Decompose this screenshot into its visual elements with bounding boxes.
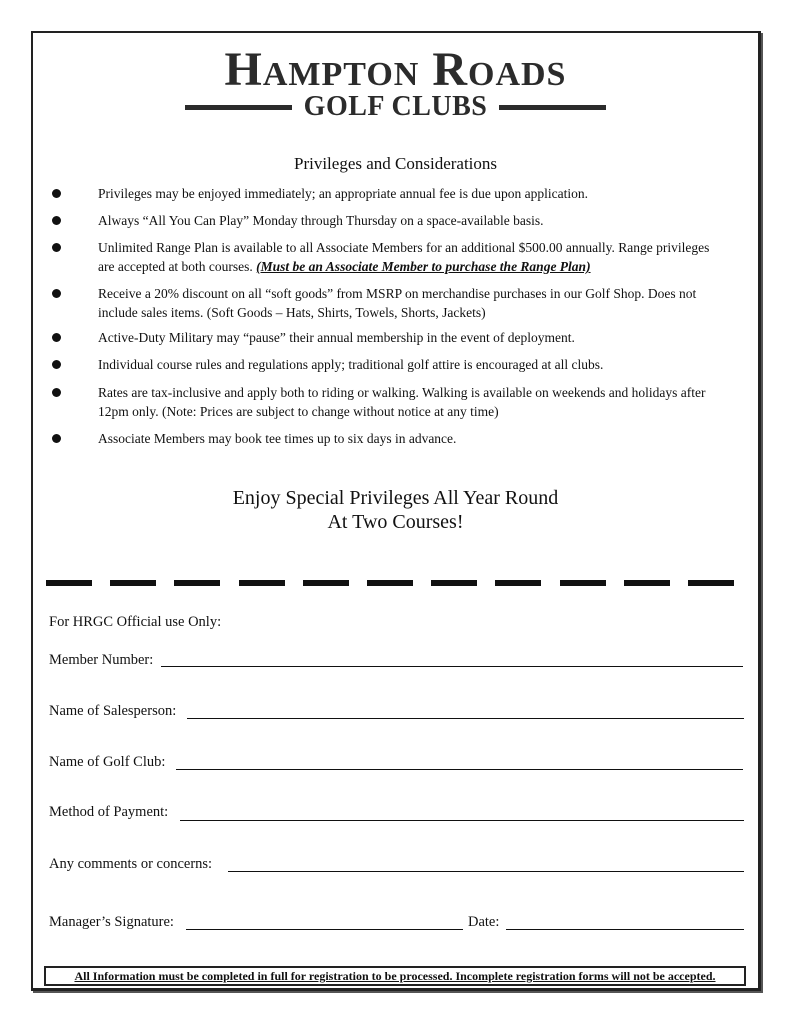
cut-dash [46,580,92,586]
list-item-text: Active-Duty Military may “pause” their annual membership in the event of deployment. [98,330,575,345]
list-item-text: Receive a 20% discount on all “soft goods” from MSRP on merchandise purchases in our Golf Shop. Does not include sales items. (Soft Goods – Hats, Shirts, Towels, Shorts, Jackets) [98,286,697,320]
cut-dash [303,580,349,586]
logo-title-text: Hampton Roads [224,43,567,96]
comments-label: Any comments or concerns: [49,856,213,872]
privileges-title: Privileges and Considerations [293,154,498,173]
bullet-icon [52,333,61,342]
date-label: Date: [468,914,500,930]
range-plan-text: Unlimited Range Plan is available to all Associate Members for an additional $500.00 annually. Range privileges are accepted at both courses. [98,240,710,274]
bullet-icon [52,216,61,225]
list-item-text: Privileges may be enjoyed immediately; an appropriate annual fee is due upon application. [98,186,588,201]
salesperson-field[interactable] [187,718,744,719]
cut-dash [174,580,220,586]
bullet-icon [52,434,61,443]
list-item-text: Individual course rules and regulations apply; traditional golf attire is encouraged at all clubs. [98,357,604,372]
date-field[interactable] [506,929,744,930]
logo-subtitle: GOLF CLUBS [303,91,488,122]
cut-line [46,580,734,586]
salesperson-label: Name of Salesperson: [49,703,177,719]
golf-club-field[interactable] [176,769,743,770]
cut-dash [688,580,734,586]
promo-text [0,486,791,534]
list-item-text: Associate Members may book tee times up to six days in advance. [98,431,457,446]
bullet-icon [52,388,61,397]
completion-notice: All Information must be completed in full for registration to be processed. Incomplete registration forms will not be accepted. [44,966,746,986]
list-item-text: Always “All You Can Play” Monday through Thursday on a space-available basis. [98,213,544,228]
logo-rule-left [185,105,292,110]
member-number-field[interactable] [161,666,743,667]
member-number-label: Member Number: [49,652,154,668]
payment-method-label: Method of Payment: [49,804,169,820]
list-item-text [98,238,728,276]
official-use-heading: For HRGC Official use Only: [49,614,222,630]
range-plan-requirement: (Must be an Associate Member to purchase the Range Plan) [256,259,591,274]
cut-dash [560,580,606,586]
logo-subtitle-row [185,90,606,124]
golf-club-label: Name of Golf Club: [49,754,166,770]
cut-dash [495,580,541,586]
logo-rule-right [499,105,606,110]
bullet-icon [52,360,61,369]
promo-line-2: At Two Courses! [327,511,464,533]
promo-line-1: Enjoy Special Privileges All Year Round [232,487,559,509]
comments-field[interactable] [228,871,744,872]
manager-signature-field[interactable] [186,929,463,930]
cut-dash [239,580,285,586]
list-item-text: Rates are tax-inclusive and apply both to riding or walking. Walking is available on weekends and holidays after 12pm only. (Note: Prices are subject to change without notice at any time) [98,385,706,419]
payment-method-field[interactable] [180,820,744,821]
bullet-icon [52,243,61,252]
bullet-icon [52,289,61,298]
cut-dash [110,580,156,586]
bullet-icon [52,189,61,198]
cut-dash [367,580,413,586]
cut-dash [431,580,477,586]
manager-signature-label: Manager’s Signature: [49,914,174,930]
cut-dash [624,580,670,586]
